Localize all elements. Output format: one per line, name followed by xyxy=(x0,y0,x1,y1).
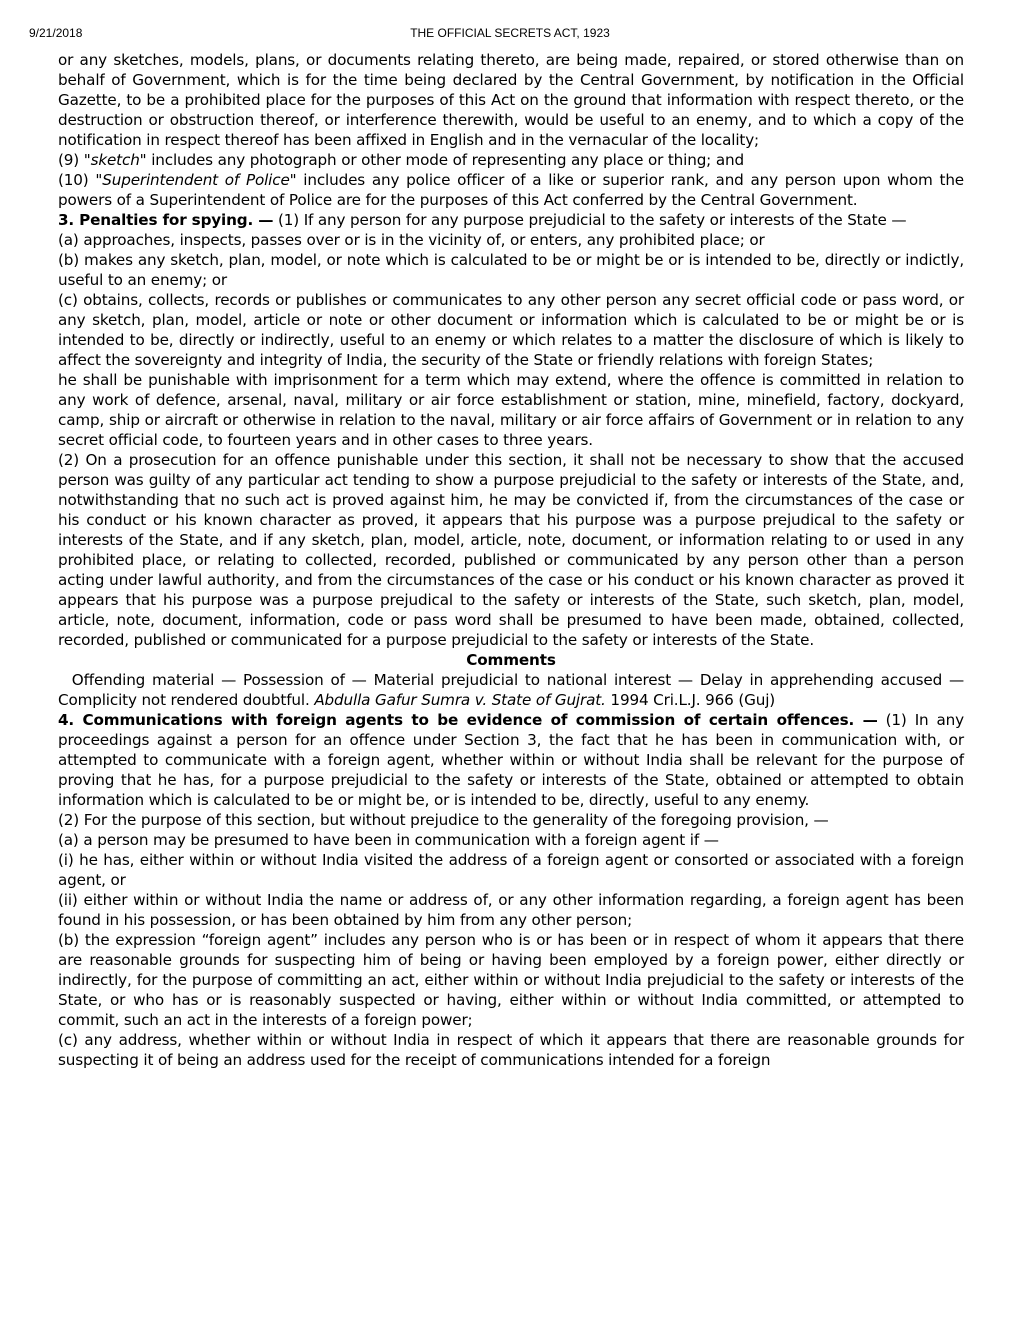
paragraph: (ii) either within or without India the name or address of, or any other information regarding, a foreign agent has been found in his possession, or has been obtained by him from any other person; xyxy=(58,891,964,929)
clause-b: (b) makes any sketch, plan, model, or note which is calculated to be or might be or is intended to be, directly or indictly, useful to an enemy; or xyxy=(58,251,964,289)
comments-heading: Comments xyxy=(466,651,556,669)
definition-10: (10) "Superintendent of Police" includes any police officer of a like or superior rank, and any person upon whom the powers of a Superintendent of Police are for the purposes of this Act conferred by the Central Government. xyxy=(58,171,964,209)
paragraph: (b) the expression “foreign agent” includes any person who is or has been or in respect of whom it appears that there are reasonable grounds for suspecting him of being or having been employed by a foreign power, either directly or indirectly, for the purpose of committing an act, either within or without India prejudicial to the safety or interests of the State, or who has or is reasonably suspected or having, either within or without India committed, or attempted to commit, such an act in the interests of a foreign power; xyxy=(58,931,964,1029)
paragraph: or any sketches, models, plans, or documents relating thereto, are being made, repaired, or stored otherwise than on behalf of Government, which is for the time being declared by the Central Government, by notification in the Official Gazette, to be a prohibited place for the purposes of this Act on the ground that information with respect thereto, or the destruction or obstruction thereof, or interference therewith, would be useful to an enemy, and to which a copy of the notification in respect thereof has been affixed in English and in the vernacular of the locality; xyxy=(58,51,964,149)
document-body xyxy=(58,50,964,1070)
page-header xyxy=(29,26,991,42)
definition-9: (9) "sketch" includes any photograph or other mode of representing any place or thing; and xyxy=(58,151,744,169)
paragraph: (2) For the purpose of this section, but without prejudice to the generality of the foregoing provision, — xyxy=(58,811,829,829)
section-4-heading: 4. Communications with foreign agents to be evidence of commission of certain offences. — (1) In any proceedings against a person for an offence under Section 3, the fact that he has been in communication with, or attempted to communicate with a foreign agent, whether within or without India shall be relevant for the purpose of proving that he has, for a purpose prejudicial to the safety or interests of the State, obtained or attempted to obtain information which is calculated to be or might be, or is intended to be, directly, useful to any enemy. xyxy=(58,711,964,809)
document-title: THE OFFICIAL SECRETS ACT, 1923 xyxy=(410,26,610,40)
comments-text: Offending material — Possession of — Material prejudicial to national interest — Delay in apprehending accused — Complicity not rendered doubtful. Abdulla Gafur Sumra v. State of Gujrat. 1994 Cri.L.J. 966 (Guj) xyxy=(58,671,964,709)
section-3-heading: 3. Penalties for spying. — (1) If any person for any purpose prejudicial to the safety or interests of the State — xyxy=(58,211,907,229)
clause-c: (c) obtains, collects, records or publishes or communicates to any other person any secret official code or pass word, or any sketch, plan, model, article or note or other document or information which is calculated to be or might be or is intended to be, directly or indirectly, useful to an enemy or which relates to a matter the disclosure of which is likely to affect the sovereignty and integrity of India, the security of the State or friendly relations with foreign States; xyxy=(58,291,964,369)
paragraph: (i) he has, either within or without India visited the address of a foreign agent or consorted or associated with a foreign agent, or xyxy=(58,851,964,889)
print-date: 9/21/2018 xyxy=(29,26,83,40)
paragraph: (a) a person may be presumed to have been in communication with a foreign agent if — xyxy=(58,831,719,849)
paragraph: (c) any address, whether within or without India in respect of which it appears that there are reasonable grounds for suspecting it of being an address used for the receipt of communications intended for a foreign xyxy=(58,1031,964,1069)
subsection-2: (2) On a prosecution for an offence punishable under this section, it shall not be necessary to show that the accused person was guilty of any particular act tending to show a purpose prejudicial to the safety or interests of the State, and, notwithstanding that no such act is proved against him, he may be convicted if, from the circumstances of the case or his conduct or his known character as proved, it appears that his purpose was a purpose prejudical to the safety or interests of the State, and if any sketch, plan, model, article, note, document, or information relating to or used in any prohibited place, or relating to collected, recorded, published or communicated by any person other than a person acting under lawful authority, and from the circumstances of the case or his conduct or his known character as proved it appears that his purpose was a purpose prejudical to the safety or interests of the State, such sketch, plan, model, article, note, document, information, code or pass word shall be presumed to have been made, obtained, collected, recorded, published or communicated for a purpose prejudicial to the safety or interests of the State. xyxy=(58,451,964,649)
clause-a: (a) approaches, inspects, passes over or is in the vicinity of, or enters, any prohibited place; or xyxy=(58,231,765,249)
punishment-paragraph: he shall be punishable with imprisonment for a term which may extend, where the offence is committed in relation to any work of defence, arsenal, naval, military or air force establishment or station, mine, minefield, factory, dockyard, camp, ship or aircraft or otherwise in relation to the naval, military or air force affairs of Government or in relation to any secret official code, to fourteen years and in other cases to three years. xyxy=(58,371,964,449)
